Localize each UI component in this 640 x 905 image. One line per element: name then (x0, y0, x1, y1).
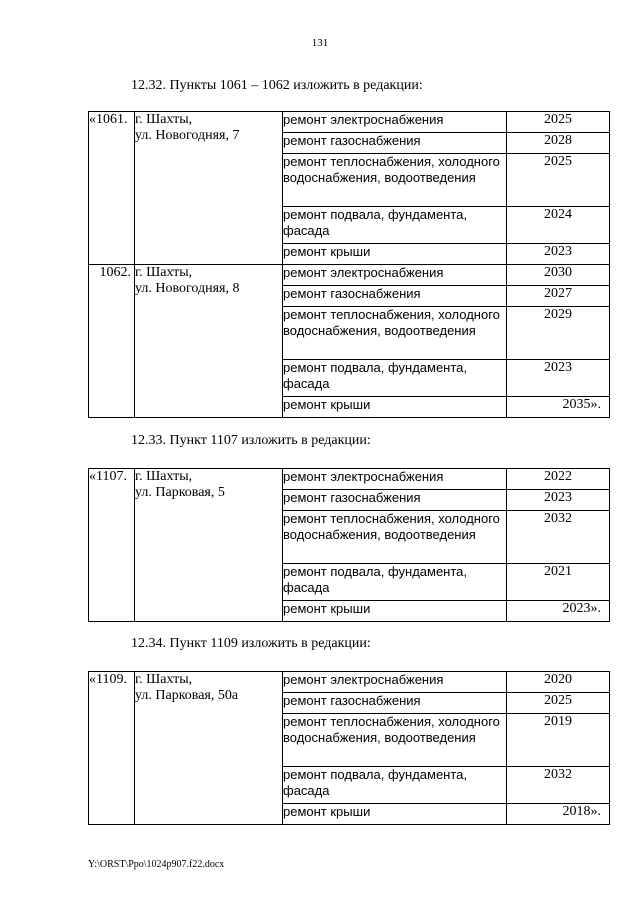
work-type: ремонт теплоснабжения, холодного водоснабжения, водоотведения (283, 154, 507, 207)
schedule-table-12-33 (88, 468, 610, 622)
work-year: 2023 (507, 244, 610, 265)
section-heading-12-34: 12.34. Пункт 1109 изложить в редакции: (131, 636, 371, 651)
work-year: 2023 (507, 490, 610, 511)
work-type: ремонт электроснабжения (283, 265, 507, 286)
address-cell (135, 469, 283, 622)
work-type: ремонт крыши (283, 804, 507, 825)
work-type: ремонт газоснабжения (283, 286, 507, 307)
work-type: ремонт подвала, фундамента, фасада (283, 767, 507, 804)
work-year: 2022 (507, 469, 610, 490)
work-year: 2035». (507, 397, 610, 418)
item-number: «1109. (89, 672, 135, 825)
page-number: 131 (311, 37, 329, 49)
work-type: ремонт электроснабжения (283, 469, 507, 490)
item-number: 1062. (89, 265, 135, 418)
section-heading-12-33: 12.33. Пункт 1107 изложить в редакции: (131, 433, 371, 448)
work-year: 2025 (507, 693, 610, 714)
item-number: «1107. (89, 469, 135, 622)
address-street: ул. Новогодняя, 7 (135, 128, 240, 143)
work-type: ремонт электроснабжения (283, 112, 507, 133)
work-type: ремонт крыши (283, 244, 507, 265)
work-year: 2029 (507, 307, 610, 360)
table-row (89, 672, 610, 693)
address-city: г. Шахты, (135, 672, 193, 687)
work-type: ремонт подвала, фундамента, фасада (283, 564, 507, 601)
work-year: 2024 (507, 207, 610, 244)
work-year: 2023 (507, 360, 610, 397)
document-file-path: Y:\ORST\Ppo\1024p907.f22.docx (88, 859, 225, 870)
address-street: ул. Парковая, 50а (135, 688, 239, 703)
address-cell (135, 112, 283, 265)
schedule-table-12-32 (88, 111, 610, 418)
section-heading-12-32: 12.32. Пункты 1061 – 1062 изложить в редакции: (131, 78, 423, 93)
work-year: 2018». (507, 804, 610, 825)
address-city: г. Шахты, (135, 265, 193, 280)
work-year: 2021 (507, 564, 610, 601)
work-type: ремонт газоснабжения (283, 490, 507, 511)
work-type: ремонт крыши (283, 397, 507, 418)
work-type: ремонт крыши (283, 601, 507, 622)
work-type: ремонт газоснабжения (283, 693, 507, 714)
address-street: ул. Парковая, 5 (135, 485, 225, 500)
work-year: 2030 (507, 265, 610, 286)
table-row (89, 265, 610, 286)
work-year: 2025 (507, 112, 610, 133)
work-year: 2020 (507, 672, 610, 693)
address-cell (135, 672, 283, 825)
work-type: ремонт газоснабжения (283, 133, 507, 154)
address-cell (135, 265, 283, 418)
schedule-table-12-34 (88, 671, 610, 825)
work-year: 2027 (507, 286, 610, 307)
work-type: ремонт электроснабжения (283, 672, 507, 693)
work-year: 2023». (507, 601, 610, 622)
work-type: ремонт теплоснабжения, холодного водоснабжения, водоотведения (283, 714, 507, 767)
work-year: 2025 (507, 154, 610, 207)
table-row (89, 469, 610, 490)
table-row (89, 112, 610, 133)
work-year: 2028 (507, 133, 610, 154)
work-year: 2019 (507, 714, 610, 767)
address-street: ул. Новогодняя, 8 (135, 281, 240, 296)
work-type: ремонт подвала, фундамента, фасада (283, 207, 507, 244)
work-year: 2032 (507, 511, 610, 564)
work-type: ремонт подвала, фундамента, фасада (283, 360, 507, 397)
work-year: 2032 (507, 767, 610, 804)
address-city: г. Шахты, (135, 469, 193, 484)
work-type: ремонт теплоснабжения, холодного водоснабжения, водоотведения (283, 307, 507, 360)
item-number: «1061. (89, 112, 135, 265)
work-type: ремонт теплоснабжения, холодного водоснабжения, водоотведения (283, 511, 507, 564)
address-city: г. Шахты, (135, 112, 193, 127)
